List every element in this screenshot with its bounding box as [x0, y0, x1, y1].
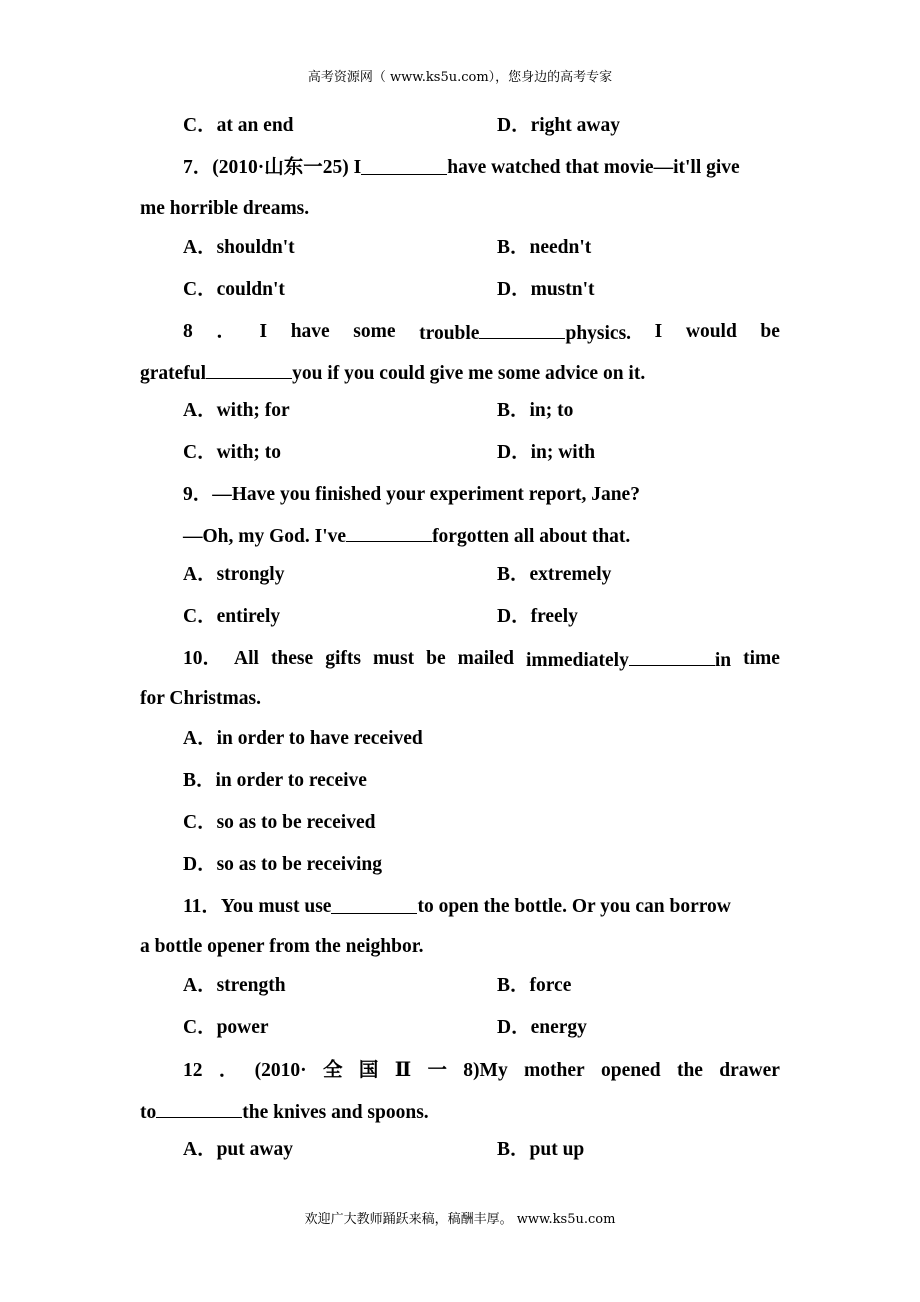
q7-blank	[361, 156, 447, 175]
q8-option-c: C．with; to	[183, 442, 282, 463]
page-header: 高考资源网（ www.ks5u.com），您身边的高考专家	[307, 70, 613, 85]
q12-word: drawer	[719, 1060, 780, 1081]
q10-option-a: A．in order to have received	[183, 728, 423, 749]
q10-option-b: B．in order to receive	[183, 770, 367, 791]
q9-blank	[346, 523, 432, 542]
q12-stem	[183, 1059, 780, 1083]
q8-word: would	[685, 321, 737, 342]
q9-stem-line1: 9．—Have you finished your experiment report, Jane?	[183, 484, 640, 505]
q8-word: 8	[183, 321, 193, 342]
q8-line2-pre: grateful	[140, 363, 207, 384]
q11-stem-line2: a bottle opener from the neighbor.	[140, 936, 424, 957]
q12-word: (2010·	[254, 1060, 307, 1081]
q12-option-b: B．put up	[497, 1139, 585, 1160]
q8-option-a: A．with; for	[183, 400, 290, 421]
q9-option-c: C．entirely	[183, 606, 281, 627]
q10-word: in	[714, 650, 732, 671]
q12-word: 全	[323, 1060, 343, 1081]
q7-option-d: D．mustn't	[497, 279, 595, 300]
q7-option-b: B．needn't	[497, 237, 592, 258]
q9-option-a: A．strongly	[183, 564, 285, 585]
q8-option-b: B．in; to	[497, 400, 574, 421]
q9-stem-line2	[183, 523, 630, 549]
q8-stem-line2	[140, 360, 645, 386]
q10-blank	[629, 647, 715, 666]
q8-word: I	[654, 321, 663, 342]
q9-line2-post: forgotten all about that.	[432, 526, 631, 547]
q7-stem	[183, 156, 780, 180]
q12-word: ．	[218, 1060, 239, 1081]
q12-line2-pre: to	[140, 1102, 157, 1123]
q9-option-d: D．freely	[497, 606, 578, 627]
q12-word: the	[676, 1060, 703, 1081]
q12-word: Ⅱ	[394, 1060, 412, 1081]
q8-word: be	[760, 321, 780, 342]
q12-word: 一	[427, 1060, 447, 1081]
q7-stem-post: have watched that movie—it'll give	[447, 157, 740, 178]
q12-option-a: A．put away	[183, 1139, 293, 1160]
q10-word: 10．	[183, 648, 223, 669]
q11-stem-pre: 11．You must use	[183, 896, 332, 917]
q11-option-c: C．power	[183, 1017, 269, 1038]
q7-stem-line2: me horrible dreams.	[140, 198, 310, 219]
q7-option-a: A．shouldn't	[183, 237, 295, 258]
q7-stem-pre: 7．(2010·山东一25) I	[183, 157, 362, 178]
q11-option-a: A．strength	[183, 975, 286, 996]
q10-word: immediately	[525, 650, 629, 671]
q7-option-c: C．couldn't	[183, 279, 285, 300]
q10-option-d: D．so as to be receiving	[183, 854, 382, 875]
q8-blank-2	[206, 360, 292, 379]
q11-stem-post: to open the bottle. Or you can borrow	[417, 896, 731, 917]
q11-stem	[183, 895, 780, 919]
q10-word: gifts	[325, 648, 361, 669]
q12-word: 国	[358, 1060, 379, 1081]
q10-stem	[183, 647, 780, 673]
q10-word: All	[234, 648, 259, 669]
q8-word: trouble	[419, 323, 480, 344]
q8-stem	[183, 320, 780, 346]
q11-option-b: B．force	[497, 975, 572, 996]
q12-line2-post: the knives and spoons.	[242, 1102, 429, 1123]
q6-option-d: D．right away	[497, 115, 620, 136]
q10-word-group	[526, 647, 731, 673]
q6-option-c: C．at an end	[183, 115, 294, 136]
q8-word: ．	[216, 321, 236, 342]
q10-word: these	[270, 648, 314, 669]
q12-word: 8)My	[463, 1060, 508, 1081]
q10-word: mailed	[457, 648, 514, 669]
q10-option-c: C．so as to be received	[183, 812, 376, 833]
q12-stem-line2	[140, 1099, 429, 1125]
q8-word: I	[259, 321, 268, 342]
q9-option-b: B．extremely	[497, 564, 612, 585]
q10-word: must	[372, 648, 415, 669]
q8-word-group	[419, 320, 631, 346]
q11-option-d: D．energy	[497, 1017, 587, 1038]
q12-word: opened	[601, 1060, 661, 1081]
q12-word: mother	[524, 1060, 585, 1081]
q10-word: time	[743, 648, 780, 669]
q8-line2-post: you if you could give me some advice on it.	[292, 363, 646, 384]
q8-word: some	[353, 321, 396, 342]
q8-blank-1	[479, 320, 565, 339]
q8-word: physics.	[565, 323, 632, 344]
q11-blank	[331, 895, 417, 914]
q8-option-d: D．in; with	[497, 442, 596, 463]
q8-word: have	[290, 321, 330, 342]
q10-stem-line2: for Christmas.	[140, 688, 261, 709]
q10-word: be	[426, 648, 446, 669]
q12-blank	[156, 1099, 242, 1118]
page-footer: 欢迎广大教师踊跃来稿，稿酬丰厚。 www.ks5u.com	[304, 1212, 616, 1227]
q12-word: 12	[183, 1060, 203, 1081]
q9-line2-pre: —Oh, my God. I've	[183, 526, 347, 547]
